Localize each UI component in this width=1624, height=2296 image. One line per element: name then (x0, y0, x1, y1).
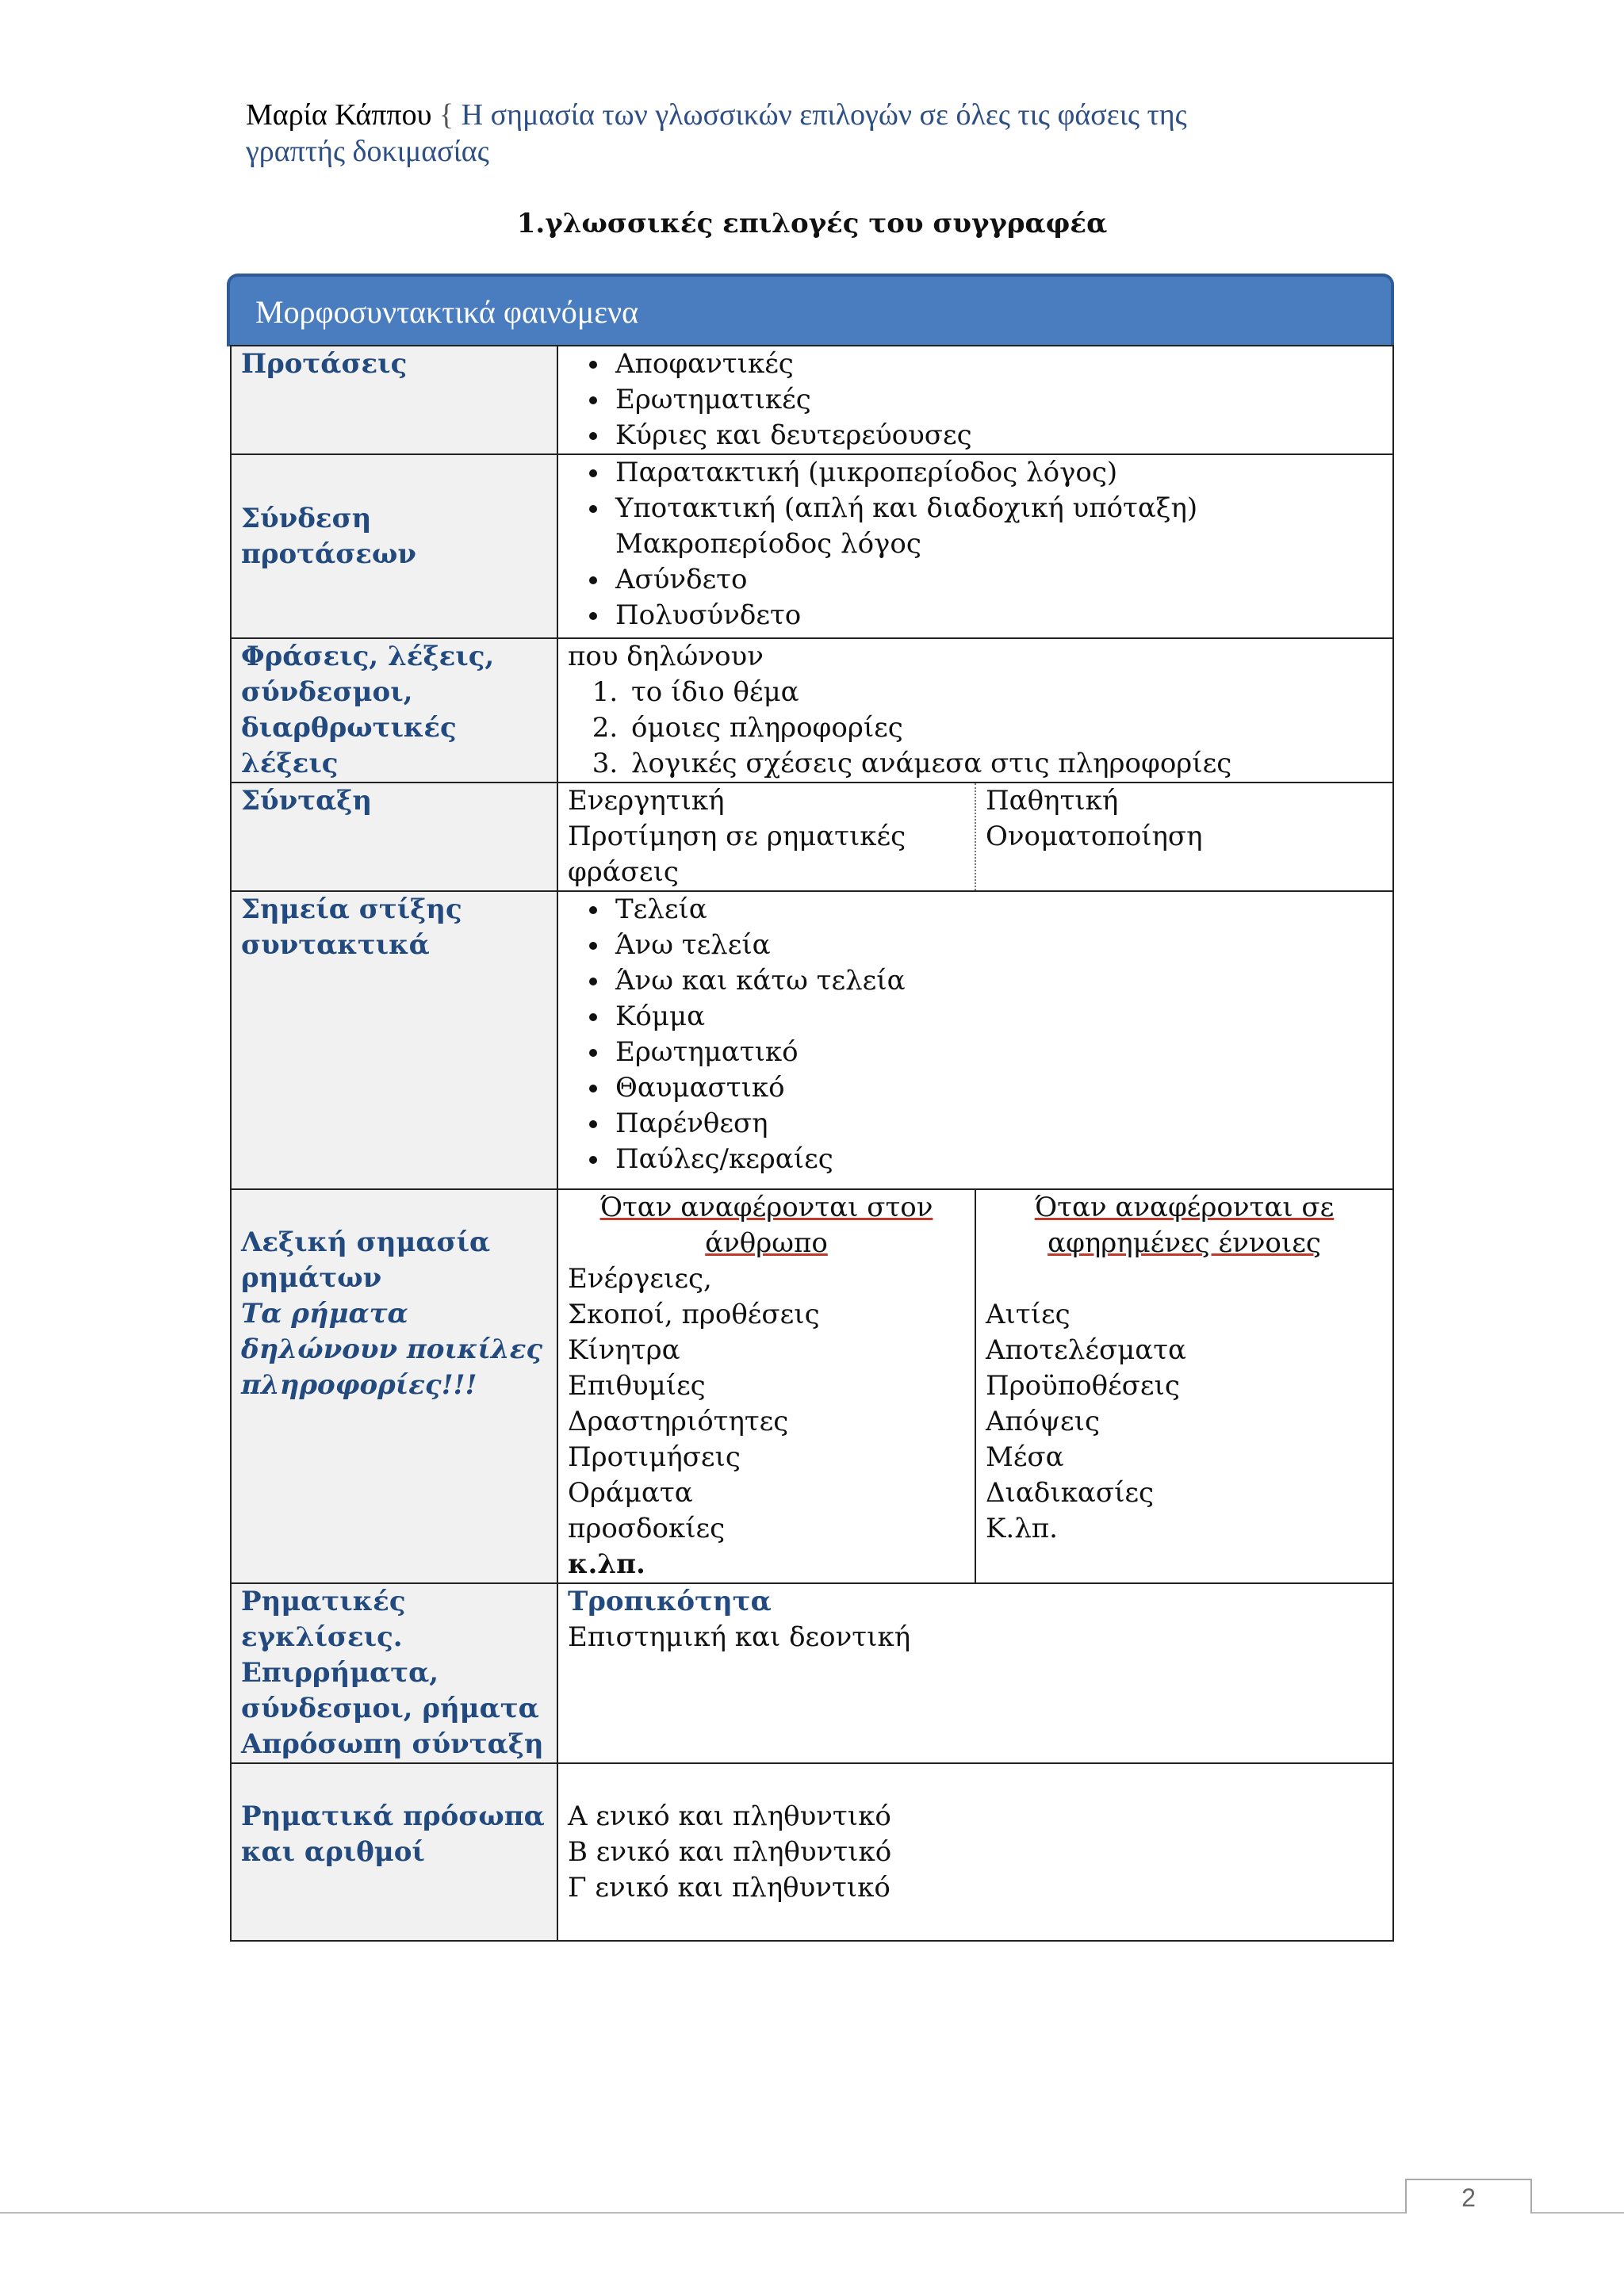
list-item: Προϋποθέσεις (986, 1370, 1180, 1402)
list-item: • Πολυσύνδετο (611, 598, 1383, 633)
row-label-fraseis (231, 638, 557, 783)
row-content-simeia (557, 891, 1393, 1189)
list-item: • Παρατακτική (μικροπερίοδος λόγος) (611, 455, 1383, 491)
modality-text: Επιστημική και δεοντική (568, 1621, 911, 1653)
abstract-heading: Όταν αναφέρονται σε αφηρημένες έννοιες (1034, 1192, 1335, 1259)
label-line: σύνδεσμοι, (241, 676, 413, 708)
list-item: • Αποφαντικές (611, 346, 1383, 382)
list-item: 2. όμοιες πληροφορίες (626, 710, 1383, 746)
list-item: • Θαυμαστικό (611, 1070, 1383, 1106)
footer-rule-left (0, 2212, 1405, 2214)
row-label-enklisis (231, 1583, 557, 1763)
intro-text: που δηλώνουν (568, 641, 764, 672)
list-item: Απόψεις (986, 1406, 1101, 1437)
label-line: Επιρρήματα, (241, 1657, 439, 1689)
list-item: Δραστηριότητες (568, 1406, 789, 1437)
syntax-passive: Παθητική (986, 785, 1119, 817)
modality-heading: Τροπικότητα (568, 1586, 772, 1617)
list-item: • Ερωτηματικές (611, 382, 1383, 418)
table-row (231, 638, 1393, 783)
list-item: • Παύλες/κεραίες (611, 1142, 1383, 1177)
list-item: Προτιμήσεις (568, 1441, 741, 1473)
page-number: 2 (1405, 2179, 1532, 2214)
header-brace: { (439, 98, 454, 132)
list-item: • Παρένθεση (611, 1106, 1383, 1142)
table-banner: Μορφοσυντακτικά φαινόμενα (227, 274, 1394, 346)
row-content-syndesi (557, 454, 1393, 638)
row-label-simeia (231, 891, 557, 1189)
row-content-syntaxi (557, 783, 1393, 891)
list-item: • Κύριες και δευτερεύουσες (611, 418, 1383, 453)
label-line: Λεξική σημασία (241, 1226, 491, 1258)
list-item: κ.λπ. (568, 1548, 645, 1580)
list-item: Οράματα (568, 1477, 693, 1509)
grammar-table (230, 345, 1394, 1942)
list-item: Γ ενικό και πληθυντικό (568, 1872, 891, 1904)
list-item: 1. το ίδιο θέμα (626, 675, 1383, 710)
label-line: Τα ρήματα (241, 1298, 408, 1330)
row-content-enklisis (557, 1583, 1393, 1763)
label-line: σύνδεσμοι, ρήματα (241, 1693, 539, 1724)
label-line: και αριθμοί (241, 1836, 425, 1868)
row-content-protaseis (557, 346, 1393, 454)
page-header (246, 97, 1356, 170)
syntax-active: Ενεργητική (568, 785, 725, 817)
list-item: Α ενικό και πληθυντικό (568, 1800, 891, 1832)
list-item: Αιτίες (986, 1299, 1071, 1330)
label-line: Απρόσωπη σύνταξη (241, 1728, 544, 1760)
header-author: Μαρία Κάππου (246, 98, 432, 132)
list-item: Ενέργειες, (568, 1263, 712, 1295)
label-line: Ρηματικά πρόσωπα (241, 1800, 545, 1832)
syntax-nominalization: Ονοματοποίηση (986, 821, 1203, 852)
section-title: 1.γλωσσικές επιλογές του συγγραφέα (516, 208, 1108, 239)
list-item: Κίνητρα (568, 1334, 680, 1366)
table-row (231, 783, 1393, 891)
table-row (231, 1189, 1393, 1583)
list-item: Διαδικασίες (986, 1477, 1155, 1509)
list-item: • Υποτακτική (απλή και διαδοχική υπόταξη) Μακροπερίοδος λόγος (611, 491, 1383, 562)
list-item: Β ενικό και πληθυντικό (568, 1836, 892, 1868)
label-line: δηλώνουν ποικίλες (241, 1334, 543, 1365)
human-heading: Όταν αναφέρονται στον άνθρωπο (599, 1192, 933, 1259)
list-item: Σκοποί, προθέσεις (568, 1299, 820, 1330)
list-item: Αποτελέσματα (986, 1334, 1186, 1366)
list-item: • Κόμμα (611, 999, 1383, 1035)
row-label-lexiki (231, 1189, 557, 1583)
label-line: πληροφορίες!!! (241, 1369, 477, 1401)
label-line: ρημάτων (241, 1262, 382, 1294)
label-line: Σημεία στίξης (241, 894, 462, 925)
row-label-syndesi: Σύνδεση προτάσεων (231, 454, 557, 638)
header-title-line2: γραπτής δοκιμασίας (246, 135, 489, 168)
header-title-line1: Η σημασία των γλωσσικών επιλογών σε όλες τις φάσεις της (461, 98, 1187, 132)
footer-rule-right (1532, 2212, 1624, 2214)
label-line: διαρθρωτικές λέξεις (241, 712, 457, 779)
list-item: Μέσα (986, 1441, 1064, 1473)
table-row (231, 1763, 1393, 1941)
row-content-lexiki (557, 1189, 1393, 1583)
table-row (231, 454, 1393, 638)
label-line: Ρηματικές εγκλίσεις. (241, 1586, 406, 1653)
label-line: Φράσεις, λέξεις, (241, 641, 495, 672)
row-content-prosopa (557, 1763, 1393, 1941)
list-item: • Άνω τελεία (611, 928, 1383, 963)
table-row (231, 891, 1393, 1189)
row-content-fraseis (557, 638, 1393, 783)
list-item: Επιθυμίες (568, 1370, 706, 1402)
row-label-protaseis: Προτάσεις (231, 346, 557, 454)
list-item: προσδοκίες (568, 1513, 726, 1544)
list-item: • Άνω και κάτω τελεία (611, 963, 1383, 999)
syntax-verbal-phrases: Προτίμηση σε ρηματικές φράσεις (568, 821, 906, 888)
table-row (231, 1583, 1393, 1763)
table-row (231, 346, 1393, 454)
list-item: • Τελεία (611, 892, 1383, 928)
list-item: 3. λογικές σχέσεις ανάμεσα στις πληροφορίες (626, 746, 1383, 782)
list-item: • Ασύνδετο (611, 562, 1383, 598)
list-item: Κ.λπ. (986, 1513, 1058, 1544)
label-line: συντακτικά (241, 929, 430, 961)
row-label-prosopa (231, 1763, 557, 1941)
list-item: • Ερωτηματικό (611, 1035, 1383, 1070)
row-label-syntaxi: Σύνταξη (231, 783, 557, 891)
